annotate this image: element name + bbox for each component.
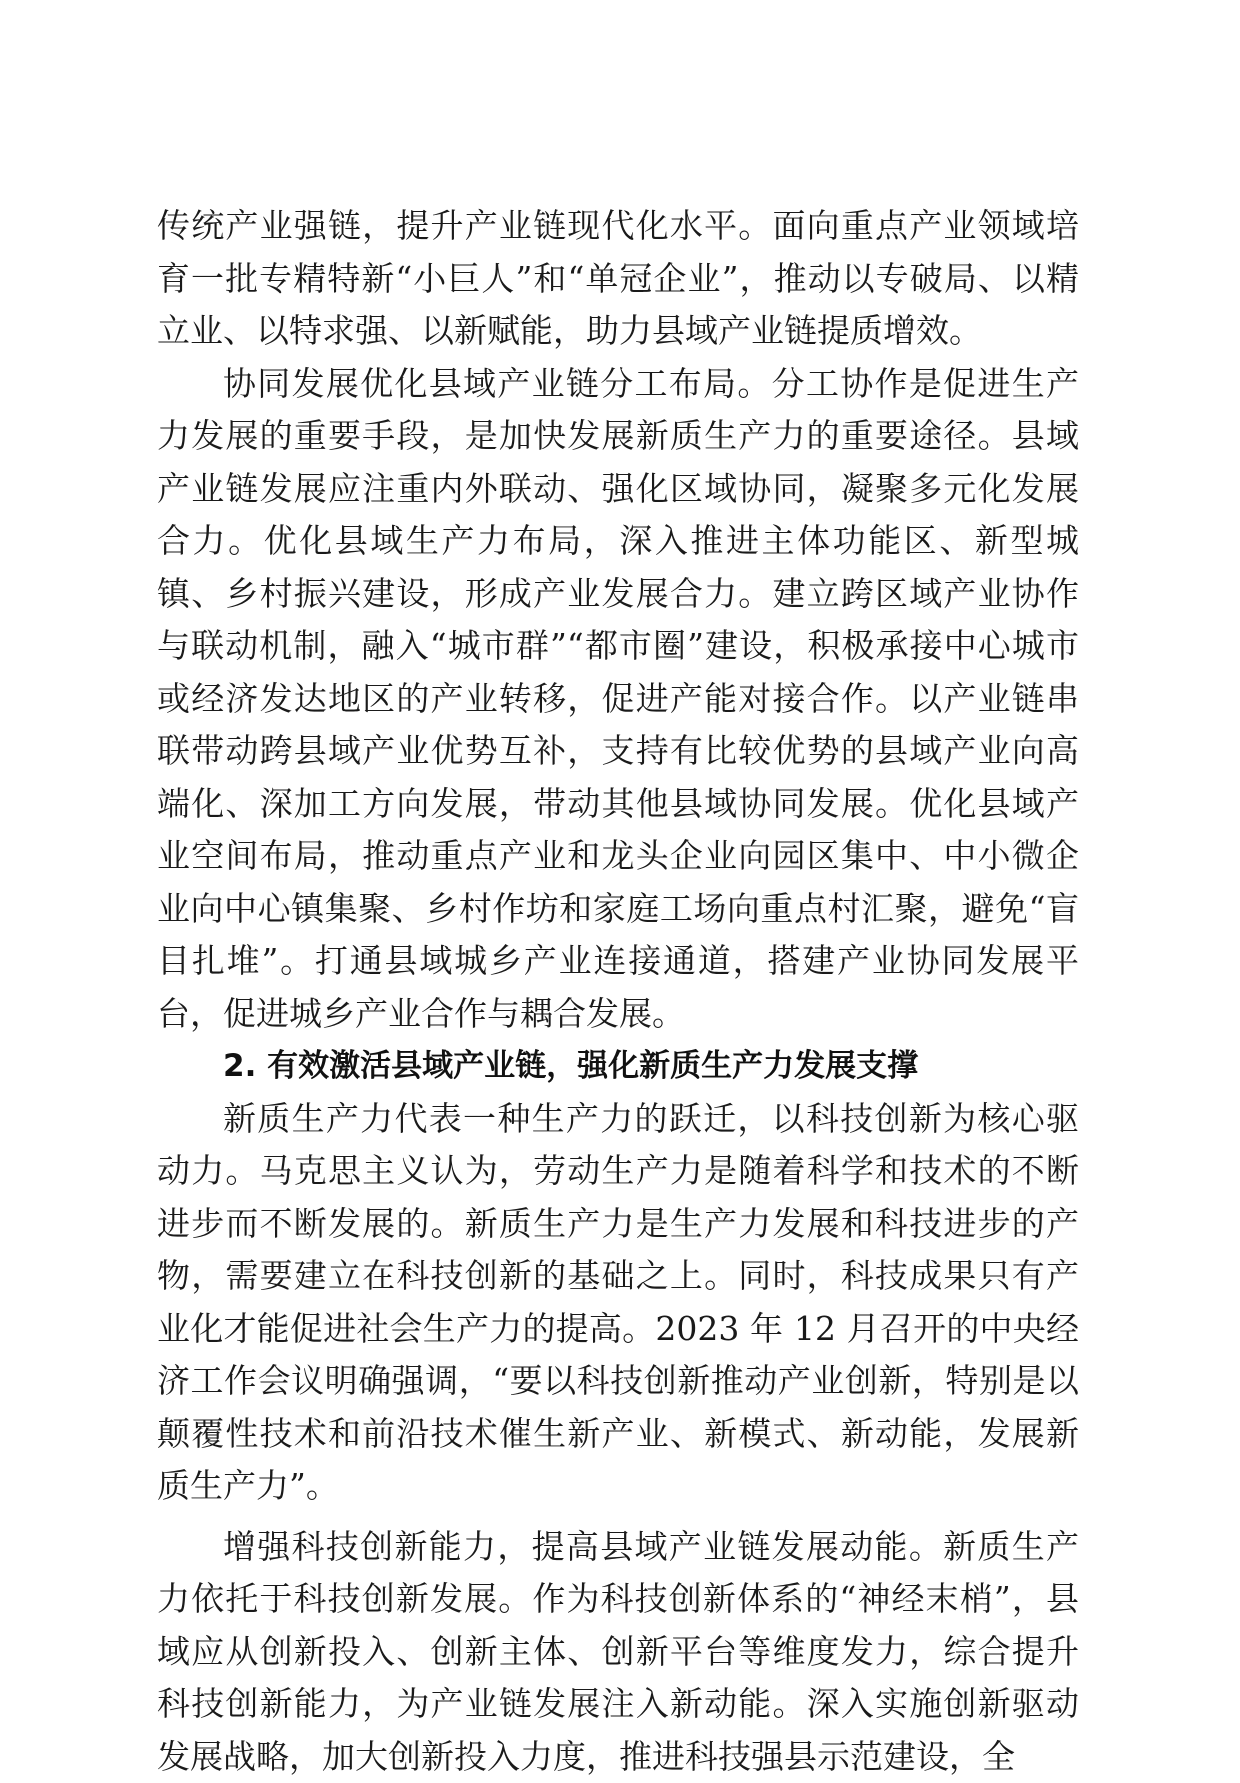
paragraph-spacer (157, 1513, 1079, 1521)
body-text (157, 200, 1079, 1783)
section-heading: 2. 有效激活县域产业链，强化新质生产力发展支撑 (157, 1040, 1079, 1093)
paragraph-2: 协同发展优化县域产业链分工布局。分工协作是促进生产力发展的重要手段，是加快发展新质生产力的重要途径。县域产业链发展应注重内外联动、强化区域协同，凝聚多元化发展合力。优化县域生产力布局，深入推进主体功能区、新型城镇、乡村振兴建设，形成产业发展合力。建立跨区域产业协作与联动机制，融入“城市群”“都市圈”建设，积极承接中心城市或经济发达地区的产业转移，促进产能对接合作。以产业链串联带动跨县域产业优势互补，支持有比较优势的县域产业向高端化、深加工方向发展，带动其他县域协同发展。优化县域产业空间布局，推动重点产业和龙头企业向园区集中、中小微企业向中心镇集聚、乡村作坊和家庭工场向重点村汇聚，避免“盲目扎堆”。打通县域城乡产业连接通道，搭建产业协同发展平台，促进城乡产业合作与耦合发展。 (157, 358, 1079, 1041)
paragraph-1: 传统产业强链，提升产业链现代化水平。面向重点产业领域培育一批专精特新“小巨人”和“单冠企业”，推动以专破局、以精立业、以特求强、以新赋能，助力县域产业链提质增效。 (157, 200, 1079, 358)
paragraph-3: 新质生产力代表一种生产力的跃迁，以科技创新为核心驱动力。马克思主义认为，劳动生产力是随着科学和技术的不断进步而不断发展的。新质生产力是生产力发展和科技进步的产物，需要建立在科技创新的基础之上。同时，科技成果只有产业化才能促进社会生产力的提高。2023 年 12 月召开的中央经济工作会议明确强调，“要以科技创新推动产业创新，特别是以颠覆性技术和前沿技术催生新产业、新模式、新动能，发展新质生产力”。 (157, 1093, 1079, 1513)
paragraph-4: 增强科技创新能力，提高县域产业链发展动能。新质生产力依托于科技创新发展。作为科技创新体系的“神经末梢”，县域应从创新投入、创新主体、创新平台等维度发力，综合提升科技创新能力，为产业链发展注入新动能。深入实施创新驱动发展战略，加大创新投入力度，推进科技强县示范建设，全 (157, 1521, 1079, 1783)
